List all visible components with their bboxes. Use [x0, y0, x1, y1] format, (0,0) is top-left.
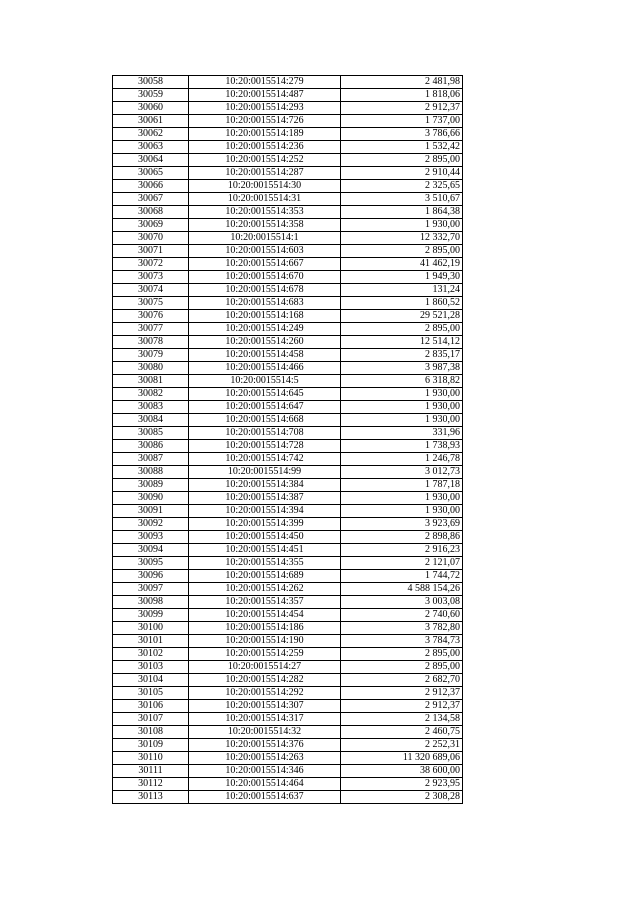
- table-row: [113, 713, 463, 726]
- cadastral-number-cell: 10:20:0015514:670: [189, 271, 341, 284]
- amount-cell: 1 744,72: [341, 570, 463, 583]
- cadastral-number-cell: 10:20:0015514:30: [189, 180, 341, 193]
- table-row: [113, 752, 463, 765]
- cadastral-number-cell: 10:20:0015514:667: [189, 258, 341, 271]
- table-row: [113, 544, 463, 557]
- row-number-cell: 30082: [113, 388, 189, 401]
- cadastral-number-cell: 10:20:0015514:252: [189, 154, 341, 167]
- amount-cell: 1 787,18: [341, 479, 463, 492]
- table-row: [113, 258, 463, 271]
- row-number-cell: 30060: [113, 102, 189, 115]
- amount-cell: 29 521,28: [341, 310, 463, 323]
- amount-cell: 2 912,37: [341, 700, 463, 713]
- row-number-cell: 30083: [113, 401, 189, 414]
- amount-cell: 4 588 154,26: [341, 583, 463, 596]
- cadastral-number-cell: 10:20:0015514:5: [189, 375, 341, 388]
- cadastral-number-cell: 10:20:0015514:31: [189, 193, 341, 206]
- cadastral-number-cell: 10:20:0015514:454: [189, 609, 341, 622]
- cadastral-number-cell: 10:20:0015514:236: [189, 141, 341, 154]
- amount-cell: 2 895,00: [341, 661, 463, 674]
- amount-cell: 2 460,75: [341, 726, 463, 739]
- cadastral-number-cell: 10:20:0015514:647: [189, 401, 341, 414]
- row-number-cell: 30076: [113, 310, 189, 323]
- table-row: [113, 791, 463, 804]
- table-row: [113, 570, 463, 583]
- cadastral-number-cell: 10:20:0015514:32: [189, 726, 341, 739]
- row-number-cell: 30069: [113, 219, 189, 232]
- cadastral-number-cell: 10:20:0015514:458: [189, 349, 341, 362]
- cadastral-number-cell: 10:20:0015514:279: [189, 76, 341, 89]
- table-row: [113, 453, 463, 466]
- table-row: [113, 765, 463, 778]
- cadastral-number-cell: 10:20:0015514:637: [189, 791, 341, 804]
- table-row: [113, 336, 463, 349]
- row-number-cell: 30113: [113, 791, 189, 804]
- table-row: [113, 492, 463, 505]
- cadastral-number-cell: 10:20:0015514:293: [189, 102, 341, 115]
- amount-cell: 2 481,98: [341, 76, 463, 89]
- amount-cell: 1 930,00: [341, 401, 463, 414]
- table-row: [113, 583, 463, 596]
- row-number-cell: 30087: [113, 453, 189, 466]
- cadastral-number-cell: 10:20:0015514:450: [189, 531, 341, 544]
- amount-cell: 2 740,60: [341, 609, 463, 622]
- table-row: [113, 349, 463, 362]
- cadastral-number-cell: 10:20:0015514:355: [189, 557, 341, 570]
- cadastral-number-cell: 10:20:0015514:603: [189, 245, 341, 258]
- cadastral-number-cell: 10:20:0015514:307: [189, 700, 341, 713]
- table-row: [113, 440, 463, 453]
- amount-cell: 3 784,73: [341, 635, 463, 648]
- table-row: [113, 557, 463, 570]
- amount-cell: 3 923,69: [341, 518, 463, 531]
- row-number-cell: 30066: [113, 180, 189, 193]
- table-row: [113, 362, 463, 375]
- amount-cell: 2 252,31: [341, 739, 463, 752]
- cadastral-number-cell: 10:20:0015514:678: [189, 284, 341, 297]
- table-row: [113, 414, 463, 427]
- table-row: [113, 726, 463, 739]
- amount-cell: 3 786,66: [341, 128, 463, 141]
- amount-cell: 1 930,00: [341, 492, 463, 505]
- row-number-cell: 30109: [113, 739, 189, 752]
- cadastral-number-cell: 10:20:0015514:168: [189, 310, 341, 323]
- row-number-cell: 30111: [113, 765, 189, 778]
- row-number-cell: 30106: [113, 700, 189, 713]
- amount-cell: 1 930,00: [341, 388, 463, 401]
- row-number-cell: 30075: [113, 297, 189, 310]
- amount-cell: 1 949,30: [341, 271, 463, 284]
- amount-cell: 1 246,78: [341, 453, 463, 466]
- row-number-cell: 30098: [113, 596, 189, 609]
- cadastral-number-cell: 10:20:0015514:726: [189, 115, 341, 128]
- row-number-cell: 30092: [113, 518, 189, 531]
- amount-cell: 2 912,37: [341, 102, 463, 115]
- amount-cell: 2 134,58: [341, 713, 463, 726]
- amount-cell: 2 895,00: [341, 245, 463, 258]
- table-row: [113, 115, 463, 128]
- cadastral-number-cell: 10:20:0015514:249: [189, 323, 341, 336]
- table-row: [113, 479, 463, 492]
- table-row: [113, 531, 463, 544]
- amount-cell: 2 923,95: [341, 778, 463, 791]
- cadastral-number-cell: 10:20:0015514:689: [189, 570, 341, 583]
- table-row: [113, 661, 463, 674]
- row-number-cell: 30091: [113, 505, 189, 518]
- cadastral-number-cell: 10:20:0015514:99: [189, 466, 341, 479]
- amount-cell: 2 835,17: [341, 349, 463, 362]
- cadastral-number-cell: 10:20:0015514:487: [189, 89, 341, 102]
- amount-cell: 6 318,82: [341, 375, 463, 388]
- row-number-cell: 30084: [113, 414, 189, 427]
- table-row: [113, 375, 463, 388]
- row-number-cell: 30093: [113, 531, 189, 544]
- cadastral-number-cell: 10:20:0015514:353: [189, 206, 341, 219]
- table-row: [113, 219, 463, 232]
- row-number-cell: 30097: [113, 583, 189, 596]
- cadastral-number-cell: 10:20:0015514:387: [189, 492, 341, 505]
- amount-cell: 2 121,07: [341, 557, 463, 570]
- table-row: [113, 778, 463, 791]
- row-number-cell: 30103: [113, 661, 189, 674]
- amount-cell: 3 012,73: [341, 466, 463, 479]
- amount-cell: 2 682,70: [341, 674, 463, 687]
- amount-cell: 2 898,86: [341, 531, 463, 544]
- table-row: [113, 102, 463, 115]
- amount-cell: 1 818,06: [341, 89, 463, 102]
- row-number-cell: 30086: [113, 440, 189, 453]
- cadastral-number-cell: 10:20:0015514:376: [189, 739, 341, 752]
- cadastral-number-cell: 10:20:0015514:742: [189, 453, 341, 466]
- row-number-cell: 30112: [113, 778, 189, 791]
- ledger-body: [113, 76, 463, 804]
- row-number-cell: 30081: [113, 375, 189, 388]
- cadastral-number-cell: 10:20:0015514:27: [189, 661, 341, 674]
- cadastral-number-cell: 10:20:0015514:259: [189, 648, 341, 661]
- cadastral-number-cell: 10:20:0015514:262: [189, 583, 341, 596]
- cadastral-number-cell: 10:20:0015514:317: [189, 713, 341, 726]
- row-number-cell: 30063: [113, 141, 189, 154]
- row-number-cell: 30078: [113, 336, 189, 349]
- cadastral-number-cell: 10:20:0015514:190: [189, 635, 341, 648]
- table-row: [113, 700, 463, 713]
- table-row: [113, 388, 463, 401]
- cadastral-number-cell: 10:20:0015514:668: [189, 414, 341, 427]
- cadastral-number-cell: 10:20:0015514:263: [189, 752, 341, 765]
- row-number-cell: 30101: [113, 635, 189, 648]
- cadastral-number-cell: 10:20:0015514:358: [189, 219, 341, 232]
- cadastral-number-cell: 10:20:0015514:346: [189, 765, 341, 778]
- row-number-cell: 30061: [113, 115, 189, 128]
- cadastral-number-cell: 10:20:0015514:357: [189, 596, 341, 609]
- cadastral-number-cell: 10:20:0015514:645: [189, 388, 341, 401]
- row-number-cell: 30100: [113, 622, 189, 635]
- cadastral-ledger-table: [112, 75, 463, 804]
- row-number-cell: 30077: [113, 323, 189, 336]
- amount-cell: 2 916,23: [341, 544, 463, 557]
- row-number-cell: 30072: [113, 258, 189, 271]
- row-number-cell: 30062: [113, 128, 189, 141]
- table-row: [113, 180, 463, 193]
- amount-cell: 1 864,38: [341, 206, 463, 219]
- cadastral-number-cell: 10:20:0015514:683: [189, 297, 341, 310]
- table-row: [113, 193, 463, 206]
- table-row: [113, 245, 463, 258]
- amount-cell: 2 325,65: [341, 180, 463, 193]
- cadastral-number-cell: 10:20:0015514:464: [189, 778, 341, 791]
- amount-cell: 1 532,42: [341, 141, 463, 154]
- table-row: [113, 739, 463, 752]
- row-number-cell: 30090: [113, 492, 189, 505]
- cadastral-number-cell: 10:20:0015514:189: [189, 128, 341, 141]
- table-row: [113, 206, 463, 219]
- cadastral-number-cell: 10:20:0015514:466: [189, 362, 341, 375]
- row-number-cell: 30079: [113, 349, 189, 362]
- table-row: [113, 596, 463, 609]
- amount-cell: 2 308,28: [341, 791, 463, 804]
- amount-cell: 3 782,80: [341, 622, 463, 635]
- cadastral-number-cell: 10:20:0015514:708: [189, 427, 341, 440]
- row-number-cell: 30096: [113, 570, 189, 583]
- row-number-cell: 30105: [113, 687, 189, 700]
- amount-cell: 2 895,00: [341, 323, 463, 336]
- row-number-cell: 30064: [113, 154, 189, 167]
- row-number-cell: 30102: [113, 648, 189, 661]
- table-row: [113, 297, 463, 310]
- row-number-cell: 30107: [113, 713, 189, 726]
- cadastral-number-cell: 10:20:0015514:394: [189, 505, 341, 518]
- row-number-cell: 30080: [113, 362, 189, 375]
- amount-cell: 1 930,00: [341, 414, 463, 427]
- row-number-cell: 30108: [113, 726, 189, 739]
- cadastral-number-cell: 10:20:0015514:451: [189, 544, 341, 557]
- cadastral-number-cell: 10:20:0015514:282: [189, 674, 341, 687]
- amount-cell: 2 895,00: [341, 648, 463, 661]
- table-row: [113, 284, 463, 297]
- cadastral-number-cell: 10:20:0015514:287: [189, 167, 341, 180]
- cadastral-number-cell: 10:20:0015514:399: [189, 518, 341, 531]
- table-row: [113, 687, 463, 700]
- row-number-cell: 30110: [113, 752, 189, 765]
- amount-cell: 331,96: [341, 427, 463, 440]
- table-row: [113, 310, 463, 323]
- amount-cell: 1 860,52: [341, 297, 463, 310]
- table-row: [113, 167, 463, 180]
- table-row: [113, 154, 463, 167]
- row-number-cell: 30059: [113, 89, 189, 102]
- table-row: [113, 89, 463, 102]
- amount-cell: 38 600,00: [341, 765, 463, 778]
- amount-cell: 1 930,00: [341, 219, 463, 232]
- table-row: [113, 232, 463, 245]
- row-number-cell: 30058: [113, 76, 189, 89]
- amount-cell: 2 910,44: [341, 167, 463, 180]
- table-row: [113, 271, 463, 284]
- table-row: [113, 76, 463, 89]
- row-number-cell: 30085: [113, 427, 189, 440]
- amount-cell: 131,24: [341, 284, 463, 297]
- row-number-cell: 30068: [113, 206, 189, 219]
- table-row: [113, 427, 463, 440]
- amount-cell: 12 332,70: [341, 232, 463, 245]
- amount-cell: 1 930,00: [341, 505, 463, 518]
- amount-cell: 2 912,37: [341, 687, 463, 700]
- row-number-cell: 30094: [113, 544, 189, 557]
- table-row: [113, 518, 463, 531]
- row-number-cell: 30065: [113, 167, 189, 180]
- amount-cell: 1 738,93: [341, 440, 463, 453]
- amount-cell: 1 737,00: [341, 115, 463, 128]
- amount-cell: 3 987,38: [341, 362, 463, 375]
- amount-cell: 3 003,08: [341, 596, 463, 609]
- table-row: [113, 622, 463, 635]
- row-number-cell: 30089: [113, 479, 189, 492]
- cadastral-number-cell: 10:20:0015514:186: [189, 622, 341, 635]
- table-row: [113, 141, 463, 154]
- amount-cell: 3 510,67: [341, 193, 463, 206]
- table-row: [113, 323, 463, 336]
- row-number-cell: 30095: [113, 557, 189, 570]
- table-row: [113, 128, 463, 141]
- cadastral-number-cell: 10:20:0015514:260: [189, 336, 341, 349]
- row-number-cell: 30099: [113, 609, 189, 622]
- row-number-cell: 30071: [113, 245, 189, 258]
- table-row: [113, 609, 463, 622]
- amount-cell: 11 320 689,06: [341, 752, 463, 765]
- row-number-cell: 30088: [113, 466, 189, 479]
- row-number-cell: 30074: [113, 284, 189, 297]
- table-row: [113, 635, 463, 648]
- amount-cell: 41 462,19: [341, 258, 463, 271]
- table-row: [113, 466, 463, 479]
- cadastral-number-cell: 10:20:0015514:384: [189, 479, 341, 492]
- amount-cell: 12 514,12: [341, 336, 463, 349]
- cadastral-number-cell: 10:20:0015514:292: [189, 687, 341, 700]
- row-number-cell: 30070: [113, 232, 189, 245]
- cadastral-number-cell: 10:20:0015514:728: [189, 440, 341, 453]
- table-row: [113, 401, 463, 414]
- row-number-cell: 30104: [113, 674, 189, 687]
- row-number-cell: 30067: [113, 193, 189, 206]
- cadastral-number-cell: 10:20:0015514:1: [189, 232, 341, 245]
- row-number-cell: 30073: [113, 271, 189, 284]
- table-row: [113, 648, 463, 661]
- table-row: [113, 674, 463, 687]
- table-row: [113, 505, 463, 518]
- amount-cell: 2 895,00: [341, 154, 463, 167]
